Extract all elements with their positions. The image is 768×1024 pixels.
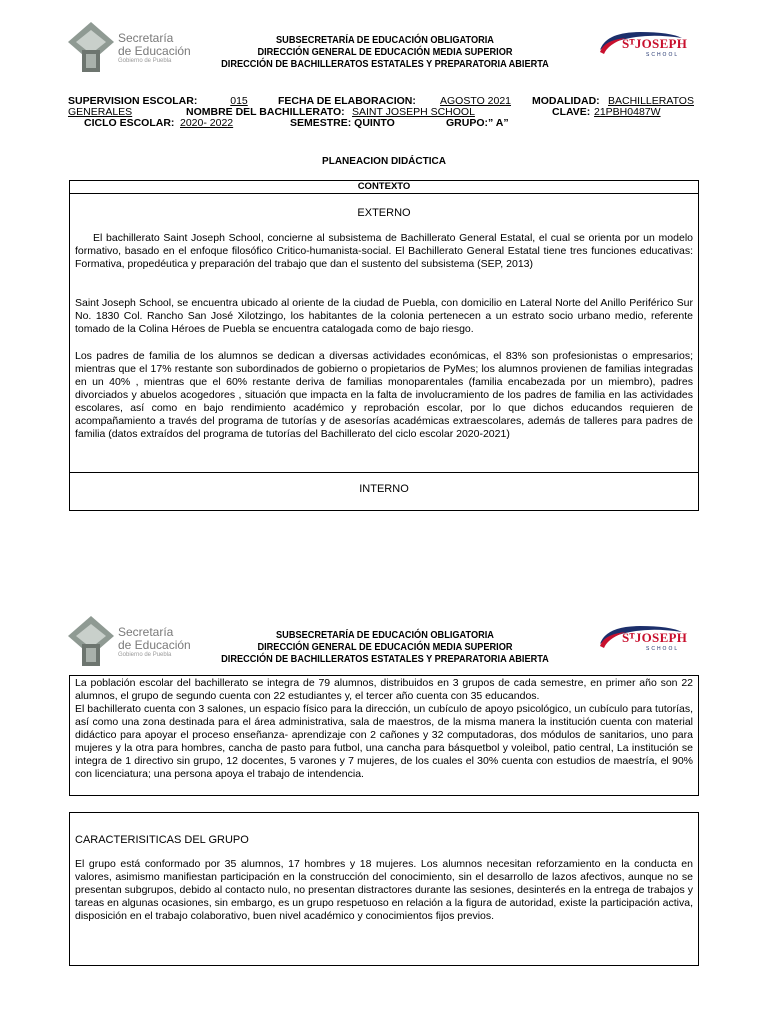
modalidad-value-1: BACHILLERATOS [608, 95, 694, 107]
ciclo-value: 2020- 2022 [180, 117, 234, 129]
header-line-1: SUBSECRETARÍA DE EDUCACIÓN OBLIGATORIA [276, 630, 494, 641]
logo-left-subtext: Gobierno de Puebla [118, 652, 172, 658]
clave-label: CLAVE: [552, 106, 591, 118]
modalidad-label: MODALIDAD: [532, 95, 600, 107]
header-line-2: DIRECCIÓN GENERAL DE EDUCACIÓN MEDIA SUPERIOR [257, 47, 513, 58]
nombre-value: SAINT JOSEPH SCHOOL [352, 106, 475, 118]
logo-right-subtitle: SCHOOL [646, 52, 680, 58]
logo-left-subtext: Gobierno de Puebla [118, 58, 172, 64]
contexto-heading: CONTEXTO [357, 181, 411, 192]
caracteristicas-title: CARACTERISITICAS DEL GRUPO [75, 834, 249, 846]
logo-right-title: SᵀJOSEPH [622, 36, 688, 51]
school-info-block [68, 96, 700, 129]
caracteristicas-paragraph: El grupo está conformado por 35 alumnos, 17 hombres y 18 mujeres. Los alumnos necesitan reforzamiento en la conducta en valores, asimismo manifiestan participación en la construcción del conocimiento, sin el desarrollo de lazos afectivos, aunque no se presentan subgrupos, debido al contacto nulo, no presentan distractores durante las sesiones, desinterés en la entrega de trabajos y tareas en algunas ocasiones, sin embargo, es un grupo respetuoso en relación a la figura de autoridad, existe la participación activa, disposición en el trabajo colaborativo, buen nivel académico y conocimientos fijos previos. [75, 858, 693, 922]
saint-joseph-logo [596, 28, 686, 70]
externo-heading: EXTERNO [357, 207, 411, 219]
page-header [215, 35, 555, 71]
fecha-value: AGOSTO 2021 [440, 95, 512, 107]
logo-left-text: Secretaría de Educación [118, 31, 191, 58]
modalidad-value-2: GENERALES [68, 106, 133, 118]
contexto-paragraph-2: Saint Joseph School, se encuentra ubicado al oriente de la ciudad de Puebla, con domicilio en Lateral Norte del Anillo Periférico Sur No. 1830 Col. Rancho San José Xilotzingo, los habitantes de la colonia pertenecen a un estrato socio urbano medio, referente tomado de la Colina Héroes de Puebla se encuentra catalogada como de bajo riesgo. [75, 297, 693, 335]
poblacion-paragraph-1: La población escolar del bachillerato se integra de 79 alumnos, distribuidos en 3 grupos de cada semestre, en primer año son 22 alumnos, el grupo de segundo cuenta con 22 estudiantes y, el tercer año cuenta con 35 educandos. [75, 677, 693, 702]
header-line-3: DIRECCIÓN DE BACHILLERATOS ESTATALES Y PREPARATORIA ABIERTA [221, 654, 549, 665]
logo-right-subtitle: SCHOOL [646, 646, 680, 652]
puebla-emblem-icon [66, 20, 116, 76]
header-line-1: SUBSECRETARÍA DE EDUCACIÓN OBLIGATORIA [276, 35, 494, 46]
poblacion-paragraph-2: El bachillerato cuenta con 3 salones, un espacio físico para la dirección, un cubículo de apoyo psicológico, un cubículo para tutorías, así como una zona destinada para el área administrativa, sala de maestros, de la misma manera la institución cuenta con material didáctico para apoyar el proceso enseñanza- aprendizaje con 2 cañones y 32 computadoras, dos módulos de sanitarios, uno para mujeres y la otra para hombres, cancha de pasto para futbol, una cancha para básquetbol y voleibol, patio central, La institución se integra de 1 directivo sin grupo, 12 docentes, 5 varones y 7 mujeres, de los cuales el 30% cuenta con estudios de maestría, el 90% con licenciatura; una persona apoya el trabajo de intendencia. [75, 703, 693, 780]
secretaria-educacion-logo [66, 20, 196, 80]
supervision-label: SUPERVISION ESCOLAR: [68, 95, 198, 107]
fecha-label: FECHA DE ELABORACION: [278, 95, 416, 107]
table-divider [70, 472, 698, 473]
nombre-label: NOMBRE DEL BACHILLERATO: [186, 106, 345, 118]
poblacion-box [69, 675, 699, 796]
logo-left-text: Secretaría de Educación [118, 625, 191, 652]
secretaria-educacion-logo [66, 614, 196, 674]
page-2 [0, 600, 768, 1024]
contexto-table [69, 180, 699, 511]
puebla-emblem-icon [66, 614, 116, 670]
contexto-paragraph-3: Los padres de familia de los alumnos se dedican a diversas actividades económicas, el 83% son profesionistas o empresarios; mientras que el 17% restante son subordinados de gobierno o propietarios de PyMes; los alumnos provienen de familias integradas en un 40% , mientras que el 60% restante deriva de familias monoparentales (familia encabezada por un miembro), padres divorciados y abuelos acogedores , situación que impacta en la falta de involucramiento de los padres de familia en las actividades escolares, así como en bajo rendimiento académico y reprobación escolar, por lo que dichos educandos requieren de acompañamiento a través del programa de tutorías y de asesorías académicas extraescolares, además de talleres para padres de familia (datos extraídos del programa de tutorías del Bachillerato del ciclo escolar 2020-2021) [75, 350, 693, 440]
planeacion-title: PLANEACION DIDÁCTICA [322, 156, 446, 167]
contexto-paragraph-1: El bachillerato Saint Joseph School, concierne al subsistema de Bachillerato General Estatal, el cual se orienta por un modelo formativo, basado en el enfoque filosófico Critico-humanista-social. El Bachillerato General Estatal tiene tres funciones educativas: Formativa, propedéutica y preparación del trabajo que dan el sustento del subsistema (SEP, 2013) [75, 232, 693, 270]
page-header [215, 630, 555, 666]
caracteristicas-box [69, 812, 699, 966]
logo-right-title: SᵀJOSEPH [622, 630, 688, 645]
clave-value: 21PBH0487W [594, 106, 661, 118]
interno-heading: INTERNO [359, 483, 409, 495]
saint-joseph-logo [596, 622, 686, 664]
supervision-value: 015 [230, 95, 248, 107]
semestre-label: SEMESTRE: QUINTO [290, 117, 395, 129]
table-divider [70, 193, 698, 194]
ciclo-label: CICLO ESCOLAR: [84, 117, 175, 129]
grupo-label: GRUPO:” A” [446, 117, 509, 129]
header-line-2: DIRECCIÓN GENERAL DE EDUCACIÓN MEDIA SUPERIOR [257, 642, 513, 653]
header-line-3: DIRECCIÓN DE BACHILLERATOS ESTATALES Y PREPARATORIA ABIERTA [221, 59, 549, 70]
